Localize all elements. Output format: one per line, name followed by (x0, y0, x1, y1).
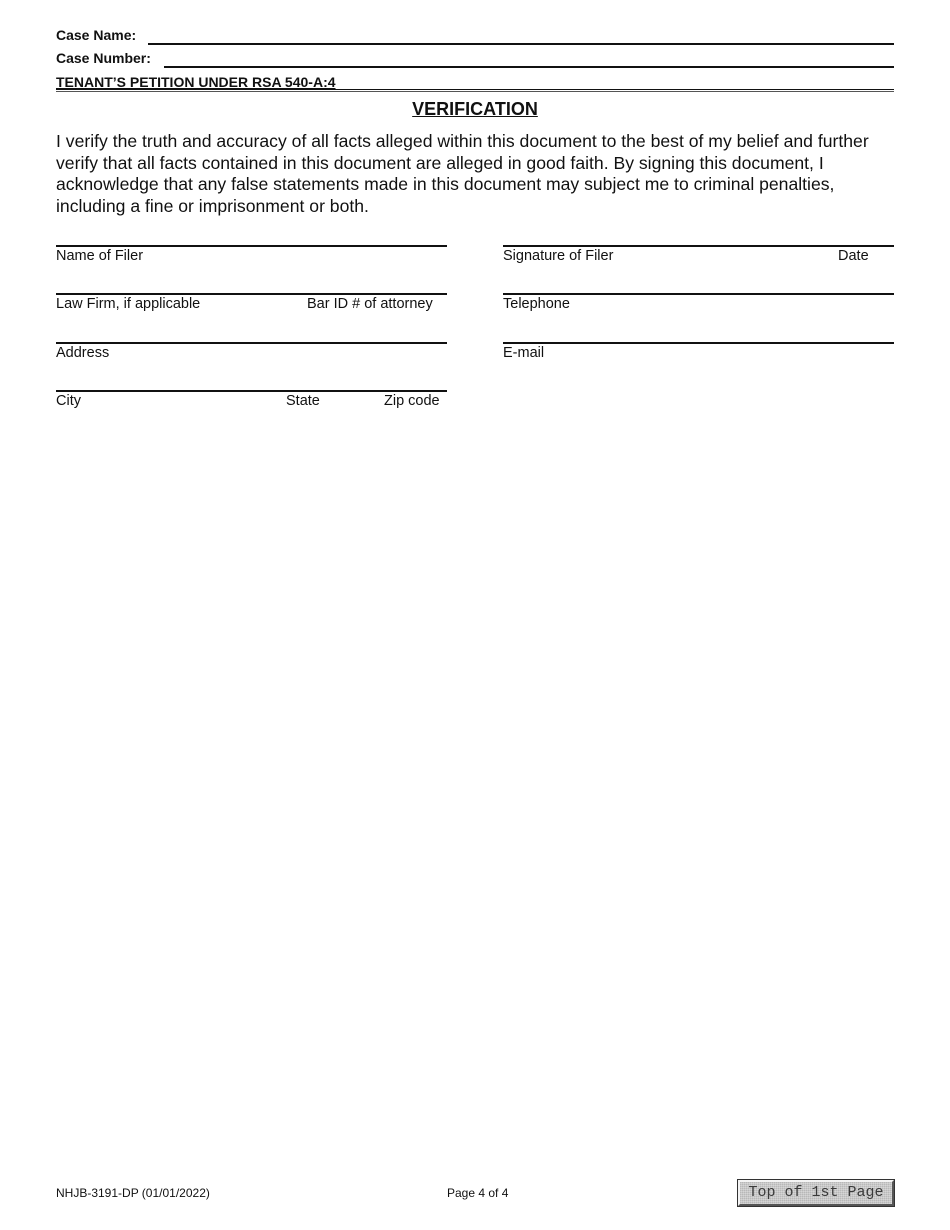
top-of-first-page-button[interactable]: Top of 1st Page (738, 1180, 894, 1206)
telephone-label: Telephone (503, 296, 570, 312)
city-label: City (56, 393, 81, 409)
city-state-zip-field-line[interactable] (56, 390, 447, 392)
date-label: Date (838, 248, 869, 264)
name-of-filer-field-line[interactable] (56, 245, 447, 247)
telephone-field-line[interactable] (503, 293, 894, 295)
email-label: E-mail (503, 345, 545, 361)
name-of-filer-label: Name of Filer (56, 248, 144, 264)
header-divider-shadow (56, 91, 894, 92)
law-firm-field-line[interactable] (56, 293, 447, 295)
address-field-line[interactable] (56, 342, 447, 344)
case-number-field-line[interactable] (164, 66, 894, 68)
address-label: Address (56, 345, 110, 361)
law-firm-label: Law Firm, if applicable (56, 296, 201, 312)
case-number-label: Case Number: (56, 50, 151, 66)
zip-code-label: Zip code (384, 393, 440, 409)
case-name-label: Case Name: (56, 27, 137, 43)
state-label: State (286, 393, 320, 409)
signature-of-filer-field-line[interactable] (503, 245, 894, 247)
case-name-field-line[interactable] (148, 43, 894, 45)
email-field-line[interactable] (503, 342, 894, 344)
bar-id-label: Bar ID # of attorney (307, 296, 433, 312)
signature-of-filer-label: Signature of Filer (503, 248, 614, 264)
verification-title: VERIFICATION (412, 99, 538, 119)
page-number: Page 4 of 4 (447, 1186, 509, 1200)
petition-title: TENANT’S PETITION UNDER RSA 540-A:4 (56, 74, 336, 90)
verification-statement: I verify the truth and accuracy of all facts alleged within this document to the best of my belief and further verify that all facts contained in this document are alleged in good faith. By signing this document, I acknowledge that any false statements made in this document may subject me to criminal penalties, including a fine or imprisonment or both. (56, 131, 869, 216)
header-divider (56, 89, 894, 90)
form-id: NHJB-3191-DP (01/01/2022) (56, 1186, 210, 1200)
